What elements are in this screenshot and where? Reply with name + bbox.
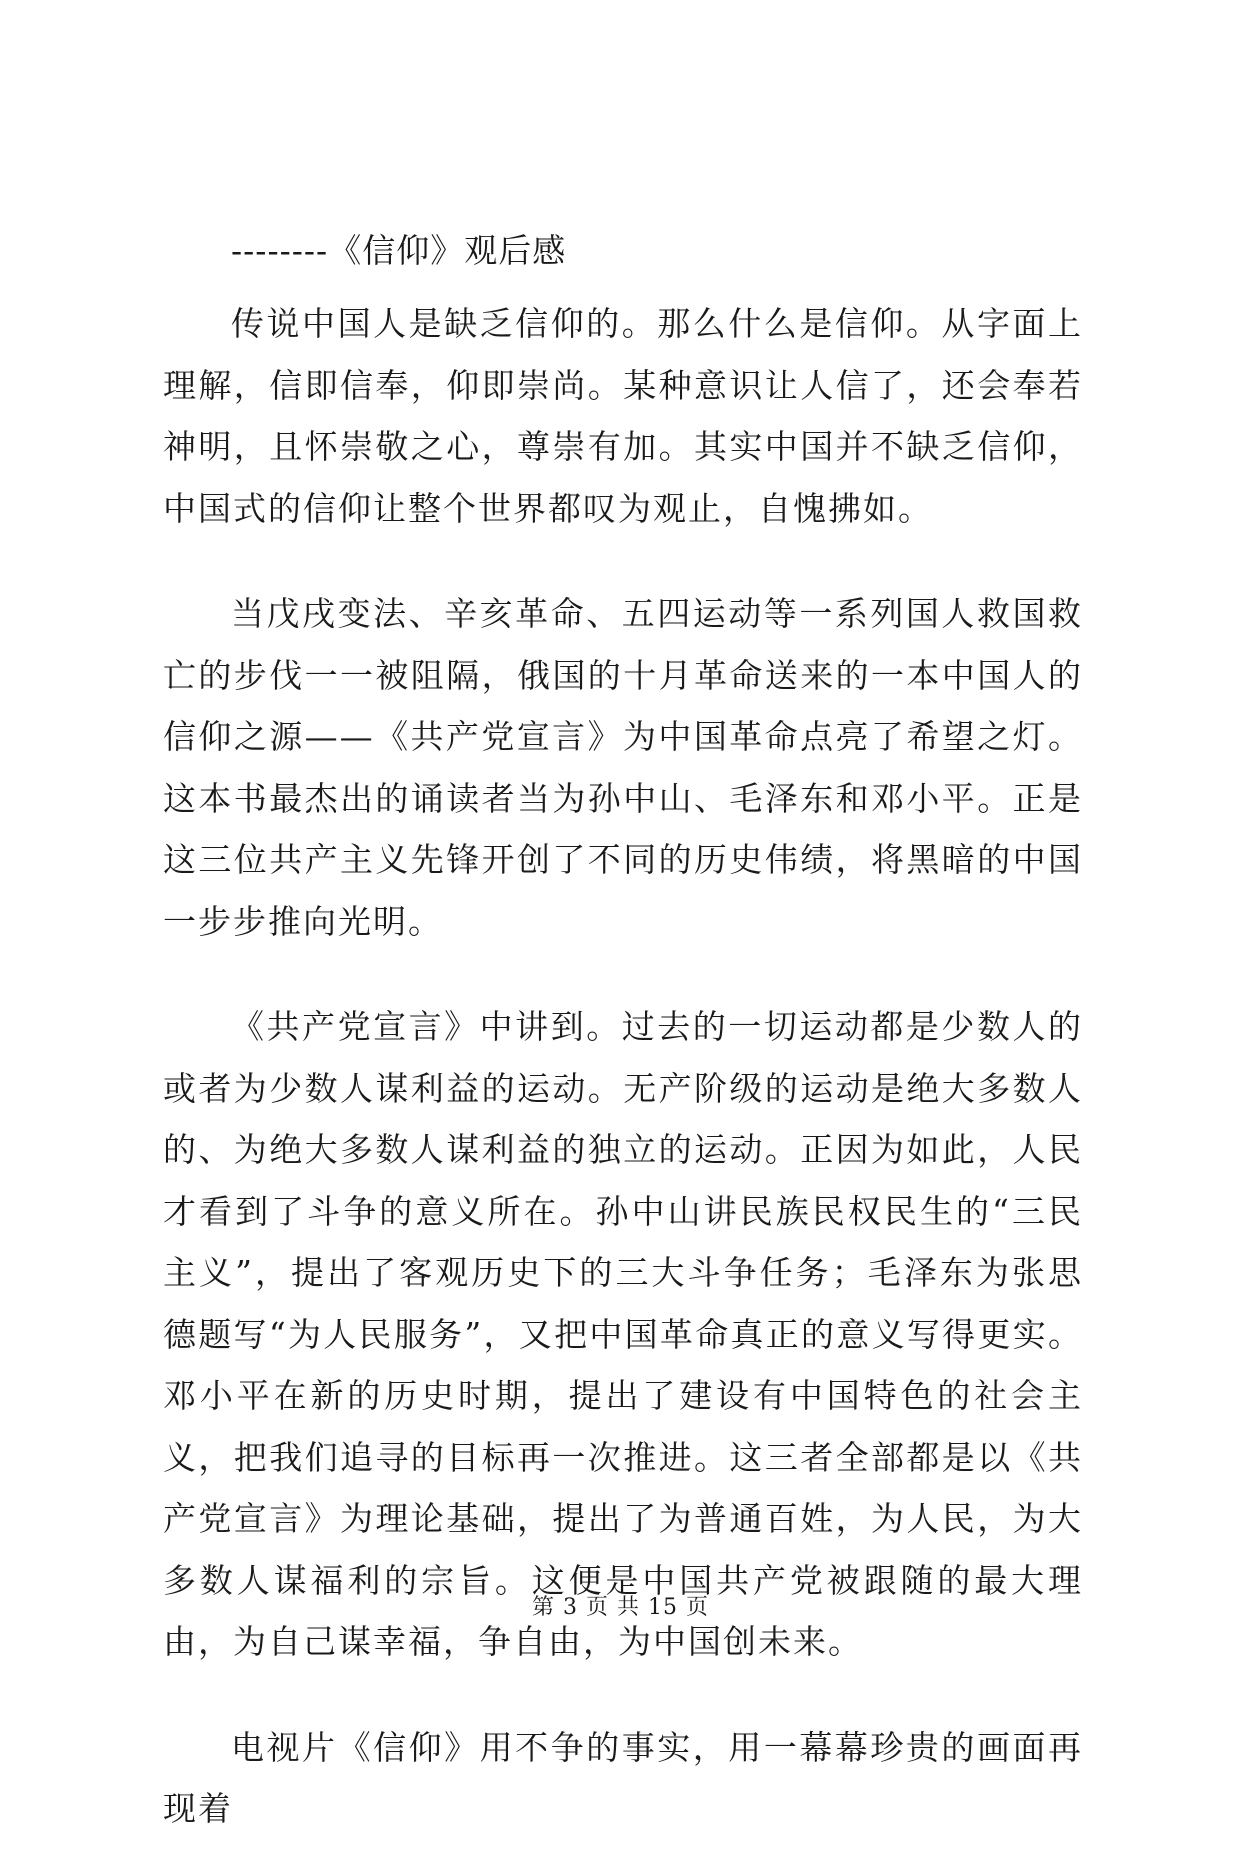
paragraph-3: 《共产党宣言》中讲到。过去的一切运动都是少数人的或者为少数人谋利益的运动。无产阶级的运动是绝大多数人的、为绝大多数人谋利益的独立的运动。正因为如此，人民才看到了斗争的意义所在。孙中山讲民族民权民生的“三民主义”，提出了客观历史下的三大斗争任务；毛泽东为张思德题写“为人民服务”，又把中国革命真正的意义写得更实。邓小平在新的历史时期，提出了建设有中国特色的社会主义，把我们追寻的目标再一次推进。这三者全部都是以《共产党宣言》为理论基础，提出了为普通百姓，为人民，为大多数人谋福利的宗旨。这便是中国共产党被跟随的最大理由，为自己谋幸福，争自由，为中国创未来。 xyxy=(163,1007,1083,1661)
document-body xyxy=(163,231,1083,1873)
paragraph-4: 电视片《信仰》用不争的事实，用一幕幕珍贵的画面再现着 xyxy=(163,1727,1083,1828)
paragraph-2: 当戊戌变法、辛亥革命、五四运动等一系列国人救国救亡的步伐一一被阻隔，俄国的十月革命送来的一本中国人的信仰之源——《共产党宣言》为中国革命点亮了希望之灯。这本书最杰出的诵读者当为孙中山、毛泽东和邓小平。正是这三位共产主义先锋开创了不同的历史伟绩，将黑暗的中国一步步推向光明。 xyxy=(163,594,1083,941)
page-footer: 第 3 页 共 15 页 xyxy=(532,1595,709,1620)
document-heading: --------《信仰》观后感 xyxy=(231,231,567,270)
paragraph-1: 传说中国人是缺乏信仰的。那么什么是信仰。从字面上理解，信即信奉，仰即崇尚。某种意识让人信了，还会奉若神明，且怀崇敬之心，尊崇有加。其实中国并不缺乏信仰，中国式的信仰让整个世界都叹为观止，自愧拂如。 xyxy=(163,304,1083,528)
